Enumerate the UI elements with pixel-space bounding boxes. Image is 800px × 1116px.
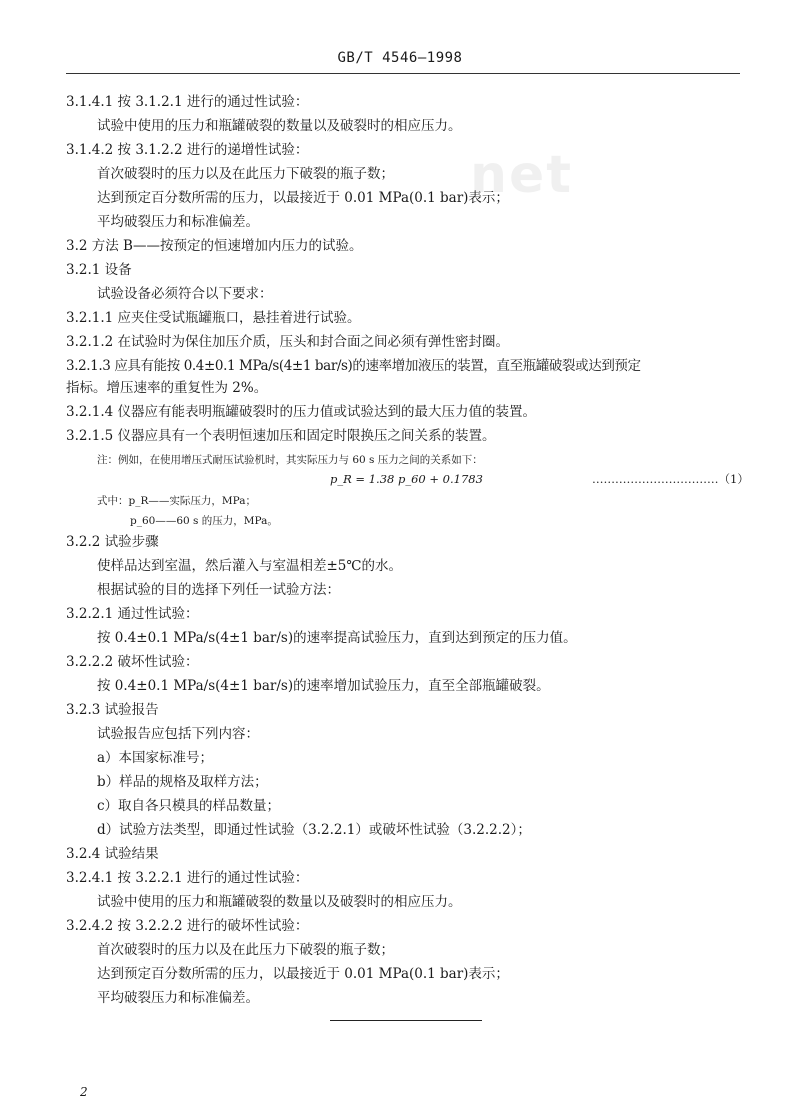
clause-3-2-2: 3.2.2 试验步骤 — [66, 534, 159, 550]
clause-3-2-2-2: 3.2.2.2 破坏性试验： — [66, 654, 199, 670]
clause-3-2-4-1: 3.2.4.1 按 3.2.2.1 进行的通过性试验： — [66, 870, 309, 886]
equation-number: ……………………………（1） — [592, 472, 749, 486]
body-line: 试验设备必须符合以下要求： — [97, 286, 273, 302]
body-line: 平均破裂压力和标准偏差。 — [97, 990, 259, 1006]
body-line: 平均破裂压力和标准偏差。 — [97, 214, 259, 230]
clause-3-2-1-2: 3.2.1.2 在试验时为保住加压介质，压头和封合面之间必须有弹性密封圈。 — [66, 334, 510, 350]
list-item: a）本国家标准号； — [97, 750, 214, 766]
clause-3-2-4-2: 3.2.4.2 按 3.2.2.2 进行的破坏性试验： — [66, 918, 309, 934]
body-line: 试验中使用的压力和瓶罐破裂的数量以及破裂时的相应压力。 — [97, 118, 462, 134]
list-item: c）取自各只模具的样品数量； — [97, 798, 281, 814]
body-line: 首次破裂时的压力以及在此压力下破裂的瓶子数； — [97, 166, 394, 182]
clause-3-2-1-4: 3.2.1.4 仪器应有能表明瓶罐破裂时的压力值或试验达到的最大压力值的装置。 — [66, 404, 537, 420]
clause-3-2-1-1: 3.2.1.1 应夹住受试瓶罐瓶口，悬挂着进行试验。 — [66, 310, 361, 326]
clause-3-1-4-1: 3.1.4.1 按 3.1.2.1 进行的通过性试验： — [66, 94, 309, 110]
watermark: net — [470, 145, 574, 205]
body-line: 使样品达到室温，然后灌入与室温相差±5℃的水。 — [97, 558, 403, 574]
body-line: 根据试验的目的选择下列任一试验方法： — [97, 582, 340, 598]
body-line: 首次破裂时的压力以及在此压力下破裂的瓶子数； — [97, 942, 394, 958]
formula-legend: 式中：p_R——实际压力，MPa； — [97, 495, 256, 507]
clause-3-2: 3.2 方法 B——按预定的恒速增加内压力的试验。 — [66, 238, 363, 254]
body-line: 试验中使用的压力和瓶罐破裂的数量以及破裂时的相应压力。 — [97, 894, 462, 910]
list-item: d）试验方法类型，即通过性试验（3.2.2.1）或破坏性试验（3.2.2.2）； — [97, 822, 531, 838]
clause-3-2-2-1: 3.2.2.1 通过性试验： — [66, 606, 199, 622]
body-line: 达到预定百分数所需的压力，以最接近于 0.01 MPa(0.1 bar)表示； — [97, 190, 509, 206]
clause-3-2-1-3: 3.2.1.3 应具有能按 0.4±0.1 MPa/s(4±1 bar/s)的速率增加液压的装置，直至瓶罐破裂或达到预定 — [66, 358, 641, 374]
clause-3-2-1: 3.2.1 设备 — [66, 262, 132, 278]
formula: p_R = 1.38 p_60 + 0.1783 — [330, 472, 483, 486]
page-number: 2 — [80, 1085, 88, 1099]
body-line: 达到预定百分数所需的压力，以最接近于 0.01 MPa(0.1 bar)表示； — [97, 966, 509, 982]
body-line: 指标。增压速率的重复性为 2%。 — [66, 380, 268, 396]
list-item: b）样品的规格及取样方法； — [97, 774, 268, 790]
end-rule — [330, 1020, 482, 1021]
body-line: 按 0.4±0.1 MPa/s(4±1 bar/s)的速率提高试验压力，直到达到预定的压力值。 — [97, 630, 577, 646]
header-rule — [66, 73, 740, 74]
clause-3-2-4: 3.2.4 试验结果 — [66, 846, 159, 862]
note-line: 注：例如，在使用增压式耐压试验机时，其实际压力与 60 s 压力之间的关系如下： — [97, 454, 483, 466]
clause-3-2-3: 3.2.3 试验报告 — [66, 702, 159, 718]
body-line: 试验报告应包括下列内容： — [97, 726, 259, 742]
clause-3-1-4-2: 3.1.4.2 按 3.1.2.2 进行的递增性试验： — [66, 142, 309, 158]
body-line: 按 0.4±0.1 MPa/s(4±1 bar/s)的速率增加试验压力，直至全部瓶罐破裂。 — [97, 678, 550, 694]
page-header: GB/T 4546—1998 — [337, 50, 463, 66]
formula-legend: p_60——60 s 的压力，MPa。 — [130, 515, 278, 527]
clause-3-2-1-5: 3.2.1.5 仪器应具有一个表明恒速加压和固定时限换压之间关系的装置。 — [66, 428, 496, 444]
